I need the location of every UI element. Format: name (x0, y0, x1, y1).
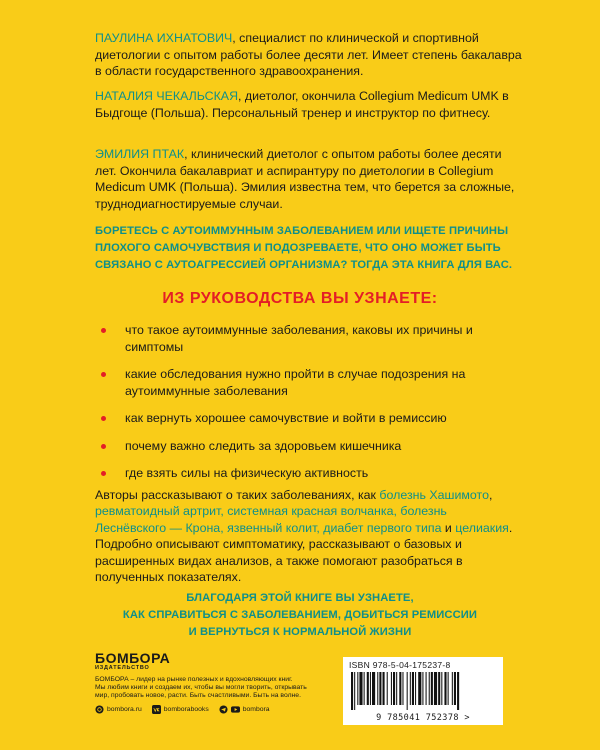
barcode-bar (377, 672, 378, 705)
author-text-1: , специалист по клинической и спортивной диетологии с опытом работы более десяти лет. Имеет степень бакалавра в области государственного здравоохранения. (95, 31, 522, 78)
list-item: где взять силы на физическую активность (95, 465, 515, 482)
barcode-bar (422, 672, 423, 705)
barcode-bar (359, 672, 362, 705)
author-bio-3 (95, 146, 525, 212)
barcode-bar (372, 672, 375, 705)
social-website[interactable]: bombora.ru (95, 705, 142, 714)
barcode-bar (441, 672, 442, 705)
barcode-bar (383, 672, 385, 705)
barcode-bar (393, 672, 395, 705)
barcode-bar (364, 672, 365, 705)
barcode-bar (412, 672, 414, 705)
barcode-bar (387, 672, 388, 705)
publisher-subtitle: ИЗДАТЕЛЬСТВО (95, 665, 150, 671)
learn-heading: ИЗ РУКОВОДСТВА ВЫ УЗНАЕТЕ: (162, 290, 438, 307)
barcode-bar (431, 672, 433, 705)
highlight-disease: ревматоидный артрит, системная красная волчанка, болезнь Леснёвского — Крона, язвенный колит, диабет первого типа (95, 504, 447, 535)
globe-icon (95, 705, 104, 714)
bullet-dot-icon (101, 328, 106, 333)
barcode-bar (448, 672, 449, 705)
barcode-bar (399, 672, 401, 705)
barcode-bar (415, 672, 416, 705)
barcode-bar (429, 672, 430, 705)
highlight-disease: целиакия (455, 520, 509, 535)
barcode-bar (457, 672, 459, 710)
social-links (95, 705, 270, 714)
author-text-3: , клинический диетолог с опытом работы более десяти лет. Окончила бакалавриат и аспирантуру по диетологии в Collegium Medicum UMK (Польша). Эмилия известна тем, что берется за сложные, труднодиагностируемые случаи. (95, 147, 515, 211)
barcode-bar (444, 672, 446, 705)
publisher-description: БОМБОРА – лидер на рынке полезных и вдохновляющих книг. Мы любим книги и создаем их, чтобы вы могли творить, открывать мир, пробовать новое, расти. Быть счастливыми. Быть на волне. (95, 676, 307, 700)
bullet-dot-icon (101, 416, 106, 421)
barcode-bar (370, 672, 371, 705)
barcode-bar (454, 672, 456, 705)
barcode-bar (354, 672, 355, 710)
barcode-bar (357, 672, 358, 705)
list-item: какие обследования нужно пройти в случае подозрения на аутоиммунные заболевания (95, 366, 515, 399)
author-name-2: НАТАЛИЯ ЧЕКАЛЬСКАЯ (95, 89, 239, 103)
barcode-graphic (351, 672, 495, 710)
author-bio-2 (95, 88, 525, 121)
social-vk[interactable]: bomborabooks (152, 705, 209, 714)
barcode-block (343, 657, 503, 725)
closing-callout: БЛАГОДАРЯ ЭТОЙ КНИГЕ ВЫ УЗНАЕТЕ, КАК СПРАВИТЬСЯ С ЗАБОЛЕВАНИЕМ, ДОБИТЬСЯ РЕМИССИИ И ВЕРНУТЬСЯ К НОРМАЛЬНОЙ ЖИЗНИ (122, 592, 478, 638)
vk-icon (152, 705, 161, 714)
author-name-1: ПАУЛИНА ИХНАТОВИЧ (95, 31, 233, 45)
youtube-icon (231, 705, 240, 714)
barcode-bar (396, 672, 397, 705)
social-telegram[interactable]: bombora (219, 705, 270, 714)
isbn-label: ISBN 978-5-04-175237-8 (349, 660, 451, 670)
barcode-bar (418, 672, 421, 705)
list-item: почему важно следить за здоровьем кишечника (95, 438, 515, 455)
publisher-name: БОМБОРА (95, 650, 171, 666)
barcode-bar (438, 672, 440, 705)
barcode-bar (410, 672, 411, 705)
barcode-bar (426, 672, 427, 705)
author-bio-1 (95, 30, 525, 80)
barcode-bar (379, 672, 381, 705)
intro-callout: БОРЕТЕСЬ С АУТОИММУННЫМ ЗАБОЛЕВАНИЕМ ИЛИ ИЩЕТЕ ПРИЧИНЫ ПЛОХОГО САМОЧУВСТВИЯ И ПОДОЗРЕВАЕТЕ, ЧТО ОНО МОЖЕТ БЫТЬ СВЯЗАНО С АУТОАГРЕССИЕЙ ОРГАНИЗМА? ТОГДА ЭТА КНИГА ДЛЯ ВАС. (95, 225, 513, 271)
barcode-bar (452, 672, 453, 705)
author-text-2: , диетолог, окончила Collegium Medicum UMK в Быдгоще (Польша). Персональный тренер и инструктор по фитнесу. (95, 89, 509, 120)
list-item: как вернуть хорошее самочувствие и войти в ремиссию (95, 410, 515, 427)
barcode-bar (367, 672, 369, 705)
barcode-bar (407, 672, 408, 710)
barcode-bar (434, 672, 437, 705)
bullet-dot-icon (101, 372, 106, 377)
description-paragraph: Авторы рассказывают о таких заболеваниях, как болезнь Хашимото, ревматоидный артрит, системная красная волчанка, болезнь Леснёвского — Крона, язвенный колит, диабет первого типа и целиакия. Подробно описывают симптоматику, рассказывают о базовых и расширенных видах анализов, а также помогают разобраться в полученных показателях. (95, 488, 513, 585)
highlight-disease: болезнь Хашимото (379, 488, 489, 502)
telegram-icon (219, 705, 228, 714)
barcode-number: 9 785041 752378 > (376, 713, 470, 723)
publisher-logo (95, 651, 170, 672)
list-item: что такое аутоиммунные заболевания, каковы их причины и симптомы (95, 322, 515, 355)
learn-list (95, 322, 515, 482)
barcode-bar (391, 672, 392, 705)
bullet-dot-icon (101, 444, 106, 449)
barcode-bar (351, 672, 353, 710)
bullet-dot-icon (101, 471, 106, 476)
barcode-bar (402, 672, 403, 705)
author-name-3: ЭМИЛИЯ ПТАК (95, 147, 185, 161)
